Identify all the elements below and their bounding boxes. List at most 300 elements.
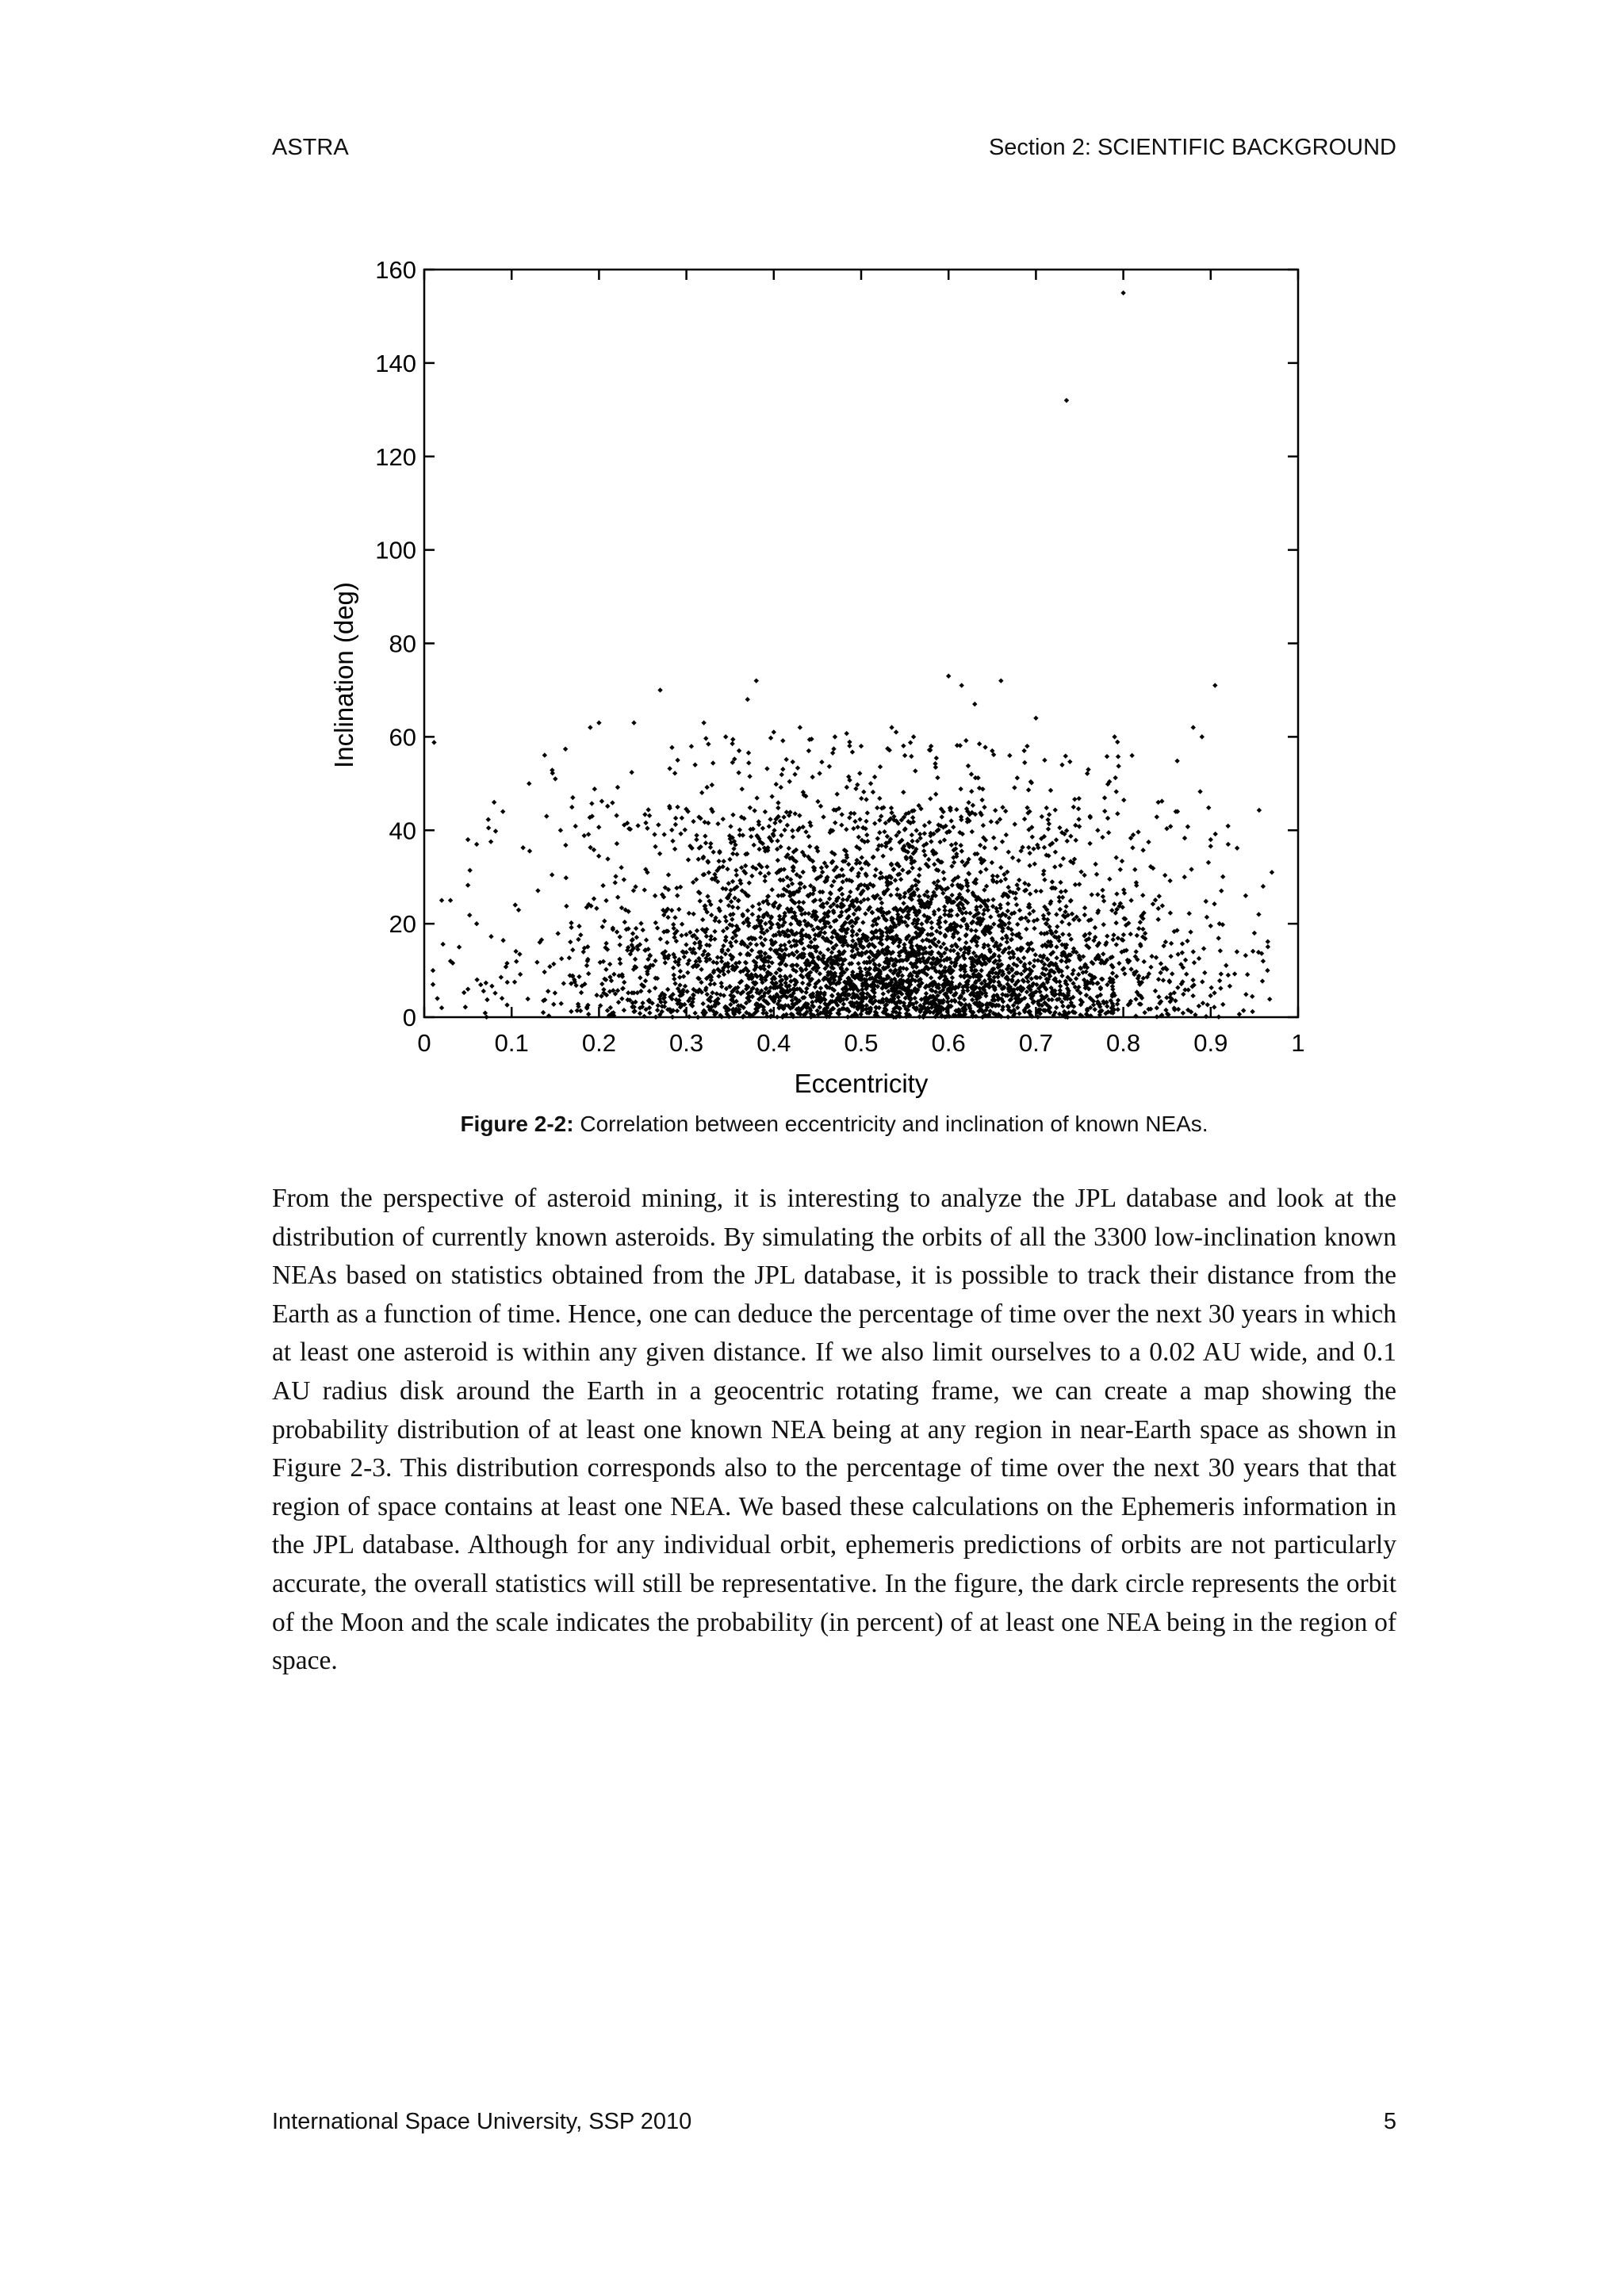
data-point	[936, 939, 941, 944]
data-point	[737, 748, 741, 753]
x-tick-label: 0.8	[1106, 1029, 1141, 1057]
data-point	[645, 826, 649, 831]
data-point	[729, 899, 733, 904]
data-point	[504, 1002, 509, 1007]
data-point	[762, 878, 767, 883]
data-point	[1181, 992, 1185, 997]
data-point	[723, 935, 728, 939]
data-point	[1032, 862, 1037, 867]
data-point	[492, 800, 496, 805]
data-point	[569, 805, 574, 809]
data-point	[1114, 891, 1119, 896]
data-point	[439, 897, 444, 902]
data-point	[710, 990, 714, 995]
data-point	[765, 894, 770, 899]
data-point	[1156, 994, 1161, 999]
data-point	[981, 912, 986, 916]
data-point	[888, 847, 893, 851]
data-point	[772, 821, 777, 825]
data-point	[553, 990, 557, 995]
data-point	[1265, 968, 1270, 973]
data-point	[1155, 800, 1160, 805]
x-tick-label: 0.6	[931, 1029, 966, 1057]
data-point	[1260, 978, 1265, 983]
data-point	[620, 986, 625, 991]
data-point	[1058, 988, 1063, 993]
data-point	[1073, 823, 1078, 828]
data-point	[569, 1009, 573, 1014]
data-point	[1174, 759, 1179, 763]
data-point	[673, 822, 678, 827]
data-point	[792, 772, 797, 777]
data-point	[963, 940, 968, 945]
data-point	[1225, 824, 1230, 828]
data-point	[772, 729, 776, 734]
data-point	[1180, 950, 1185, 955]
data-point	[1197, 1004, 1201, 1008]
data-point	[969, 771, 974, 776]
data-point	[998, 865, 1003, 870]
data-point	[520, 845, 525, 850]
data-point	[1055, 924, 1059, 929]
data-point	[959, 859, 964, 864]
data-point	[1042, 845, 1047, 850]
data-point	[696, 857, 701, 862]
data-point	[1130, 845, 1135, 850]
data-point	[634, 935, 639, 939]
data-point	[778, 819, 783, 824]
data-point	[867, 955, 871, 960]
data-point	[800, 870, 805, 874]
data-point	[829, 993, 834, 997]
data-point	[596, 854, 601, 859]
data-point	[721, 943, 726, 948]
data-point	[589, 801, 594, 806]
data-point	[1135, 933, 1139, 938]
data-point	[934, 756, 939, 760]
y-tick-label: 60	[389, 723, 416, 752]
data-point	[656, 1003, 661, 1008]
data-point	[676, 907, 681, 912]
data-point	[1040, 814, 1044, 819]
data-point	[880, 854, 885, 859]
data-point	[1054, 837, 1059, 842]
data-point	[439, 1005, 444, 1010]
data-point	[1070, 971, 1074, 976]
data-point	[856, 961, 860, 966]
data-point	[726, 881, 731, 886]
data-point	[474, 921, 479, 926]
data-point	[993, 846, 998, 851]
data-point	[563, 843, 568, 848]
data-point	[525, 997, 530, 1001]
data-point	[910, 839, 914, 844]
data-point	[1128, 898, 1133, 903]
data-point	[570, 795, 575, 800]
data-point	[927, 820, 932, 825]
data-point	[725, 926, 730, 931]
data-point	[1031, 846, 1036, 851]
data-point	[754, 795, 759, 800]
data-point	[1261, 959, 1266, 963]
data-point	[1082, 905, 1087, 910]
data-point	[705, 894, 710, 898]
data-point	[563, 747, 568, 752]
data-point	[850, 938, 855, 943]
data-point	[1201, 946, 1206, 951]
data-point	[1204, 899, 1208, 904]
data-point	[730, 741, 734, 746]
running-header-section: Section 2: SCIENTIFIC BACKGROUND	[988, 135, 1396, 160]
data-point	[949, 893, 954, 897]
data-point	[667, 766, 672, 771]
data-point	[879, 871, 883, 875]
x-tick-label: 0.4	[756, 1029, 791, 1057]
data-point	[929, 839, 933, 844]
data-point	[756, 847, 761, 851]
data-point	[733, 939, 738, 943]
data-point	[1120, 859, 1124, 863]
data-point	[1100, 835, 1105, 840]
data-point	[692, 763, 697, 767]
data-point	[714, 991, 719, 996]
data-point	[872, 821, 877, 825]
data-point	[977, 741, 982, 746]
data-point	[1159, 798, 1164, 803]
data-point	[1101, 894, 1105, 899]
data-point	[983, 867, 988, 871]
data-point	[514, 959, 519, 964]
data-point	[1212, 901, 1216, 906]
data-point	[910, 866, 914, 871]
data-point	[465, 986, 470, 991]
data-point	[703, 833, 707, 838]
data-point	[474, 842, 479, 847]
data-point	[951, 935, 956, 939]
data-point	[610, 800, 615, 805]
data-point	[586, 971, 591, 976]
data-point	[812, 936, 817, 941]
data-point	[1218, 985, 1223, 990]
data-point	[1114, 789, 1119, 794]
data-point	[1078, 869, 1083, 874]
data-point	[970, 829, 975, 834]
data-point	[891, 867, 896, 871]
data-point	[840, 812, 845, 817]
data-point	[675, 893, 680, 897]
data-point	[870, 923, 875, 928]
data-point	[599, 798, 604, 803]
data-point	[795, 765, 800, 770]
data-point	[857, 928, 862, 932]
y-tick-label: 100	[375, 536, 416, 564]
data-point	[779, 772, 784, 777]
data-point	[1116, 997, 1120, 1002]
data-point	[1252, 931, 1257, 936]
data-point	[486, 817, 491, 822]
data-point	[851, 826, 856, 831]
data-point	[910, 815, 915, 820]
data-point	[963, 910, 968, 915]
data-point	[1100, 888, 1105, 893]
data-point	[1116, 961, 1121, 966]
data-point	[942, 837, 947, 842]
data-point	[1059, 959, 1063, 963]
data-point	[672, 973, 676, 978]
x-tick-label: 0.1	[494, 1029, 529, 1057]
data-point	[1058, 984, 1063, 989]
data-point	[988, 914, 993, 919]
data-point	[764, 766, 769, 771]
data-point	[809, 939, 814, 944]
data-point	[878, 764, 883, 769]
data-point	[1033, 716, 1038, 721]
data-point	[596, 720, 601, 725]
data-point	[704, 785, 709, 790]
data-point	[877, 796, 882, 801]
data-point	[653, 985, 657, 990]
data-point	[1024, 927, 1028, 932]
data-point	[1134, 949, 1139, 954]
data-point	[1010, 855, 1015, 860]
data-point	[854, 932, 859, 937]
data-point	[764, 864, 769, 869]
data-point	[1033, 889, 1038, 894]
data-point	[873, 867, 878, 872]
data-point	[763, 809, 768, 814]
data-point	[776, 800, 780, 805]
data-point	[485, 997, 489, 1002]
data-point	[457, 944, 462, 949]
data-point	[860, 855, 864, 859]
data-point	[615, 929, 619, 934]
data-point	[1012, 785, 1017, 790]
data-point	[1175, 985, 1180, 989]
data-point	[852, 912, 856, 916]
data-point	[848, 811, 853, 816]
data-point	[683, 827, 688, 832]
data-point	[1138, 920, 1143, 924]
data-point	[1014, 882, 1019, 887]
data-point	[986, 897, 990, 902]
data-point	[691, 992, 695, 997]
data-point	[1027, 851, 1032, 855]
data-point	[463, 1004, 468, 1009]
data-point	[1112, 901, 1116, 906]
data-point	[733, 868, 738, 873]
data-point	[1074, 976, 1078, 981]
data-point	[724, 919, 729, 924]
data-point	[881, 991, 886, 996]
data-point	[894, 886, 899, 891]
data-point	[600, 883, 605, 888]
data-point	[1146, 840, 1151, 844]
data-point	[1054, 944, 1059, 949]
data-point	[1015, 922, 1020, 927]
data-point	[901, 901, 906, 905]
data-point	[500, 996, 504, 1001]
data-point	[656, 822, 661, 827]
data-point	[864, 832, 869, 837]
data-point	[1059, 890, 1063, 894]
data-point	[584, 963, 589, 968]
data-point	[1109, 908, 1114, 913]
data-point	[1160, 903, 1165, 908]
data-point	[1153, 989, 1158, 993]
data-point	[978, 904, 982, 909]
data-point	[763, 921, 768, 926]
data-point	[586, 832, 591, 836]
data-point	[978, 870, 982, 874]
data-point	[973, 775, 978, 780]
data-point	[953, 841, 958, 846]
data-point	[762, 966, 767, 971]
data-point	[703, 736, 708, 740]
data-point	[576, 974, 581, 979]
data-point	[467, 913, 472, 917]
data-point	[1004, 832, 1009, 837]
data-point	[465, 837, 470, 842]
data-point	[1007, 753, 1012, 758]
data-point	[806, 748, 811, 753]
data-point	[605, 856, 610, 861]
data-point	[979, 798, 984, 802]
data-point	[672, 915, 677, 920]
data-point	[967, 911, 972, 916]
data-point	[833, 734, 837, 739]
data-point	[1121, 932, 1126, 937]
data-point	[754, 678, 759, 683]
data-point	[1148, 965, 1153, 970]
data-point	[1063, 753, 1068, 758]
data-point	[1003, 877, 1008, 882]
data-point	[617, 957, 622, 962]
data-point	[553, 776, 557, 781]
data-point	[986, 943, 990, 947]
data-point	[730, 851, 735, 856]
data-point	[1187, 911, 1192, 916]
data-point	[465, 882, 470, 887]
data-point	[913, 768, 917, 773]
data-point	[1086, 767, 1090, 771]
data-point	[1235, 949, 1239, 954]
data-point	[1031, 964, 1036, 969]
data-point	[780, 767, 785, 771]
footer-institution: International Space University, SSP 2010	[272, 2109, 692, 2134]
data-point	[550, 771, 555, 775]
data-point	[698, 898, 703, 903]
data-point	[1157, 894, 1162, 898]
data-point	[852, 819, 857, 824]
data-point	[1232, 971, 1237, 976]
data-point	[1041, 913, 1046, 918]
data-point	[730, 879, 735, 884]
data-point	[752, 808, 756, 813]
data-point	[1000, 839, 1005, 844]
data-point	[783, 757, 788, 762]
data-point	[708, 982, 713, 986]
data-point	[1116, 1007, 1120, 1012]
data-point	[1039, 889, 1044, 894]
data-point	[864, 797, 868, 802]
data-point	[1185, 825, 1190, 829]
data-point	[1058, 907, 1063, 912]
data-point	[675, 805, 680, 809]
data-point	[1057, 825, 1062, 830]
data-point	[684, 942, 688, 947]
data-point	[877, 830, 882, 835]
data-point	[995, 874, 1000, 878]
data-point	[1059, 974, 1064, 978]
data-point	[685, 970, 690, 975]
data-point	[638, 975, 642, 980]
data-point	[978, 843, 982, 848]
data-point	[1226, 842, 1231, 847]
data-point	[1084, 993, 1089, 997]
data-point	[856, 835, 861, 840]
data-point	[917, 832, 922, 836]
data-point	[658, 936, 663, 941]
data-point	[839, 867, 844, 872]
data-point	[1071, 968, 1076, 973]
data-point	[917, 873, 921, 878]
data-point	[933, 792, 938, 797]
data-point	[1140, 927, 1145, 932]
data-point	[647, 813, 652, 818]
data-point	[819, 760, 824, 764]
data-point	[561, 981, 566, 985]
data-point	[834, 791, 839, 796]
data-point	[790, 882, 795, 886]
data-point	[1270, 870, 1274, 874]
data-point	[766, 964, 771, 969]
data-point	[1136, 829, 1140, 834]
data-point	[680, 922, 684, 927]
data-point	[1038, 975, 1043, 980]
data-point	[1208, 985, 1213, 990]
data-point	[810, 775, 814, 779]
data-point	[642, 887, 647, 892]
data-point	[622, 980, 626, 985]
data-point	[972, 702, 977, 706]
data-point	[1115, 811, 1120, 816]
data-point	[936, 907, 941, 912]
data-point	[1228, 984, 1232, 989]
data-point	[959, 848, 964, 853]
data-point	[721, 928, 726, 933]
y-tick-label: 0	[402, 1004, 416, 1031]
data-point	[1028, 891, 1032, 896]
data-point	[581, 949, 586, 954]
data-point	[825, 947, 830, 951]
data-point	[613, 874, 618, 878]
data-point	[726, 969, 730, 974]
data-point	[888, 893, 893, 897]
data-point	[710, 850, 715, 855]
data-point	[1219, 971, 1224, 976]
data-point	[674, 886, 679, 890]
data-point	[1069, 936, 1074, 941]
data-point	[865, 810, 870, 815]
data-point	[551, 1002, 556, 1007]
data-point	[745, 908, 750, 913]
data-point	[1094, 872, 1099, 877]
data-point	[1250, 1009, 1254, 1014]
data-point	[1017, 878, 1021, 882]
data-point	[518, 972, 523, 977]
data-point	[665, 915, 670, 920]
data-point	[758, 871, 763, 875]
